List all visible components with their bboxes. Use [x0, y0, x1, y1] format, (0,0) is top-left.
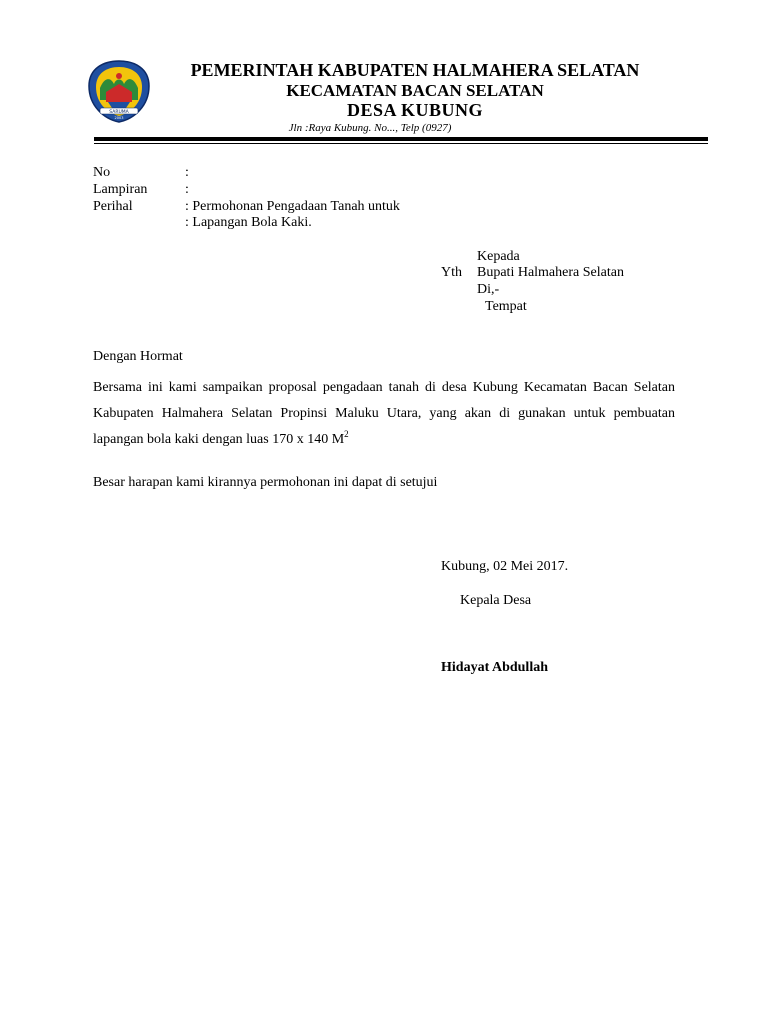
no-label: No	[93, 165, 111, 180]
recipient-name: Bupati Halmahera Selatan	[477, 265, 624, 280]
body-paragraph-text: Bersama ini kami sampaikan proposal pengadaan tanah di desa Kubung Kecamatan Bacan Selatan Kabupaten Halmahera Selatan Propinsi Maluku Utara, yang akan di gunakan untuk pembuatan lapangan bola kaki dengan luas 170 x 140 M	[93, 380, 675, 447]
perihal-line-1: : Permohonan Pengadaan Tanah untuk	[185, 199, 400, 214]
area-superscript: 2	[344, 429, 349, 439]
letterhead-district: KECAMATAN BACAN SELATAN	[286, 81, 544, 100]
lampiran-value: :	[185, 182, 189, 197]
letterhead-rule-thin	[94, 143, 708, 144]
place-date: Kubung, 02 Mei 2017.	[441, 559, 569, 574]
greeting: Dengan Hormat	[93, 349, 183, 364]
perihal-label: Perihal	[93, 199, 133, 214]
letterhead-rule-thick	[94, 137, 708, 141]
lampiran-label: Lampiran	[93, 182, 148, 197]
recipient-di: Di,-	[477, 282, 500, 297]
regency-emblem-logo	[86, 58, 152, 124]
recipient-yth: Yth	[441, 265, 462, 280]
logo-year: 2003	[114, 116, 124, 120]
logo-label: SARUMA	[109, 110, 129, 115]
body-paragraph	[93, 375, 675, 453]
closing-sentence: Besar harapan kami kirannya permohonan ini dapat di setujui	[93, 475, 438, 490]
letterhead-village: DESA KUBUNG	[346, 100, 484, 120]
perihal-line-2: : Lapangan Bola Kaki.	[185, 215, 312, 230]
no-value: :	[185, 165, 189, 180]
letterhead-address: Jln :Raya Kubung. No..., Telp (0927)	[288, 122, 452, 134]
signer-name: Hidayat Abdullah	[441, 660, 548, 675]
signer-title: Kepala Desa	[460, 593, 532, 608]
recipient-tempat: Tempat	[485, 299, 527, 314]
recipient-kepada: Kepada	[477, 249, 520, 264]
letterhead-government: PEMERINTAH KABUPATEN HALMAHERA SELATAN	[190, 60, 640, 80]
